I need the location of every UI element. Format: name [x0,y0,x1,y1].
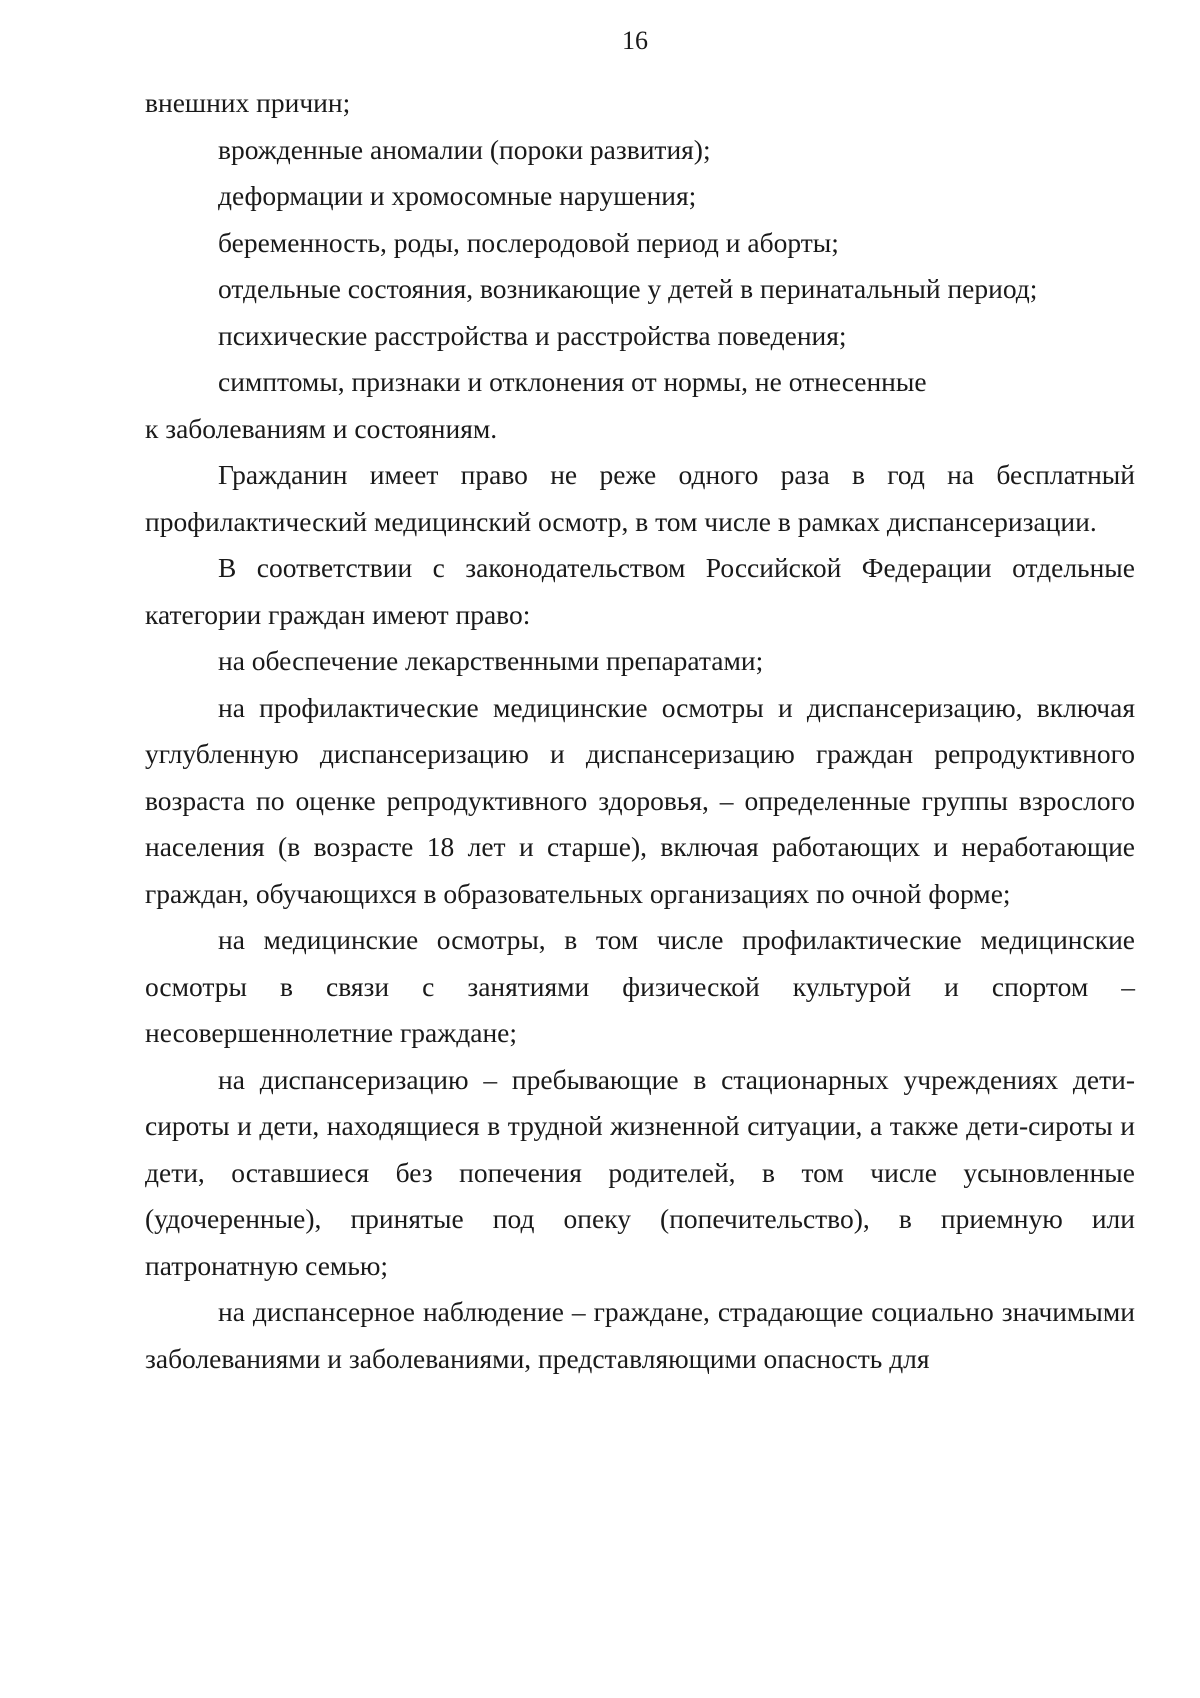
list-item-mental-disorders: психические расстройства и расстройства поведения; [218,319,847,351]
list-item-orphans: на диспансеризацию – пребывающие в стационарных учреждениях дети-сироты и дети, находящиеся в трудной жизненной ситуации, а также дети-сироты и дети, оставшиеся без попечения родителей, в том числе усыновленные (удочеренные), принятые под опеку (попечительство), в приемную или патронатную семью; [145,1063,1135,1281]
list-item-pregnancy: беременность, роды, послеродовой период и аборты; [218,226,839,258]
page-number: 16 [622,26,648,55]
list-item-minors-exams: на медицинские осмотры, в том числе профилактические медицинские осмотры в связи с занятиями физической культурой и спортом – несовершеннолетние граждане; [145,924,1135,1048]
list-item-medicines: на обеспечение лекарственными препаратами; [218,645,764,676]
list-item-deformations: деформации и хромосомные нарушения; [218,180,697,211]
body-text [145,80,1135,1382]
list-item-congenital-anomalies: врожденные аномалии (пороки развития); [218,133,711,165]
paragraph-continuation: внешних причин; [145,87,351,118]
list-item-symptoms-continued: к заболеваниям и состояниям. [145,412,498,444]
list-item-symptoms: симптомы, признаки и отклонения от нормы, не отнесенные [218,366,927,397]
paragraph-annual-checkup: Гражданин имеет право не реже одного раза в год на бесплатный профилактический медицинский осмотр, в том числе в рамках диспансеризации. [145,459,1135,537]
list-item-dispensary-observation: на диспансерное наблюдение – граждане, страдающие социально значимыми заболеваниями и заболеваниями, представляющими опасность для [145,1296,1135,1374]
list-item-perinatal: отдельные состояния, возникающие у детей в перинатальный период; [218,273,1038,304]
paragraph-legislation: В соответствии с законодательством Российской Федерации отдельные категории граждан имеют право: [145,552,1135,630]
list-item-preventive-exams: на профилактические медицинские осмотры и диспансеризацию, включая углубленную диспансеризацию и диспансеризацию граждан репродуктивного возраста по оценке репродуктивного здоровья, – определенные группы взрослого населения (в возрасте 18 лет и старше), включая работающих и неработающие граждан, обучающихся в образовательных организациях по очной форме; [145,691,1135,909]
